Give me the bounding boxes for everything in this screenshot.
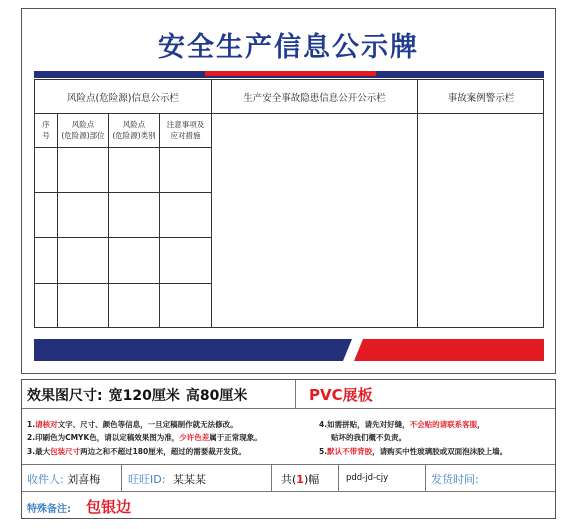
table-row-line: [35, 283, 211, 284]
info-divider: [295, 380, 296, 408]
top-red-stripe: [205, 71, 376, 76]
note-2: 2.印刷色为CMYK色，请以定稿效果图为准，少许色差属于正常现象。: [27, 433, 262, 442]
table-row-line: [35, 192, 211, 193]
special-note-label: 特殊备注:: [27, 504, 71, 515]
note-4-cont: 贴坏的我们概不负责。: [331, 433, 406, 442]
section-divider: [211, 80, 212, 327]
table-row-line: [35, 147, 211, 148]
size-spec: 效果图尺寸: 宽120厘米 高80厘米: [27, 388, 248, 404]
order-code: pdd-jd-cjy: [346, 473, 389, 483]
special-note-value: 包银边: [86, 498, 132, 516]
info-divider: [22, 491, 555, 492]
section-case-title: 事故案例警示栏: [447, 92, 515, 104]
info-divider: [425, 464, 426, 491]
info-divider: [338, 464, 339, 491]
material-label: PVC展板: [309, 386, 373, 404]
note-1: 1.请核对文字、尺寸、颜色等信息，一旦定稿制作就无法修改。: [27, 420, 238, 429]
info-divider: [271, 464, 272, 491]
note-5: 5.默认不带背胶，请购买中性玻璃胶或双面泡沫胶上墙。: [319, 447, 508, 456]
board-title: 安全生产信息公示牌: [158, 32, 419, 63]
board-grid: [34, 79, 544, 328]
order-info-panel: [21, 379, 556, 519]
info-divider: [22, 408, 555, 409]
col-header-location: 风险点 (危险源)部位: [61, 120, 105, 140]
col-header-category: 风险点 (危险源)类别: [112, 120, 156, 140]
wangwang-field: 旺旺ID: 某某某: [128, 473, 206, 486]
ship-time-field: 发货时间:: [431, 473, 479, 486]
quantity-field: 共(1)幅: [281, 473, 320, 486]
section-risk-title: 风险点(危险源)信息公示栏: [67, 92, 179, 104]
sign-board-preview: [21, 8, 556, 374]
bottom-stripe: [34, 339, 544, 361]
info-divider: [121, 464, 122, 491]
note-3: 3.最大包装尺寸两边之和不超过180厘米，超过的需要裁开发货。: [27, 447, 246, 456]
note-4: 4.如需拼贴，请先对好缝，不会贴的请联系客服，: [319, 420, 485, 429]
section-divider: [417, 80, 418, 327]
section-hazard-title: 生产安全事故隐患信息公开公示栏: [243, 92, 386, 104]
table-row-line: [35, 237, 211, 238]
col-header-index: 序 号: [42, 120, 50, 140]
receiver-field: 收件人: 刘喜梅: [27, 473, 101, 486]
info-divider: [22, 464, 555, 465]
col-header-measures: 注意事项及 应对措施: [166, 120, 205, 140]
